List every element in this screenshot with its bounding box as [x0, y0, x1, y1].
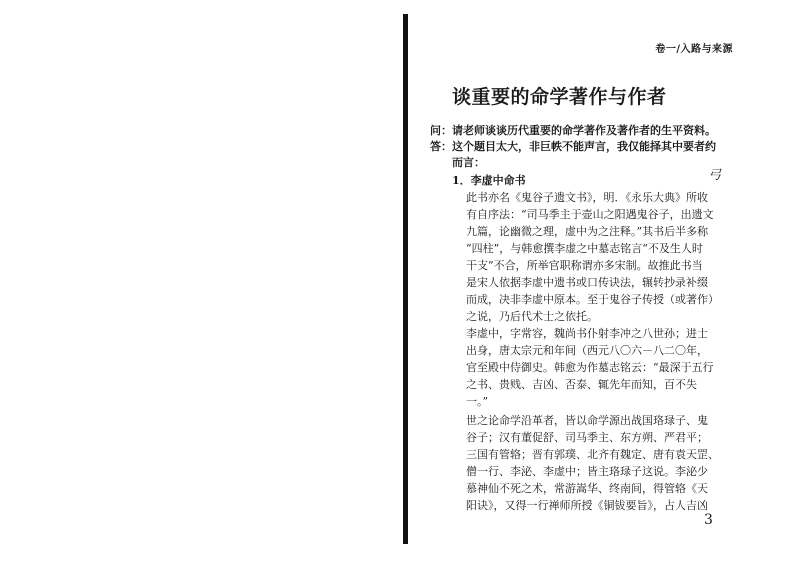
chapter-title: 谈重要的命学著作与作者	[452, 86, 667, 108]
paragraph-2-line-1: 李虚中，字常容，魏尚书仆射李冲之八世孙；进士	[466, 327, 708, 340]
paragraph-1-line-4: “四柱”，与韩愈撰李虚之中墓志铭言“不及生人时	[466, 242, 703, 255]
paragraph-1-line-6: 是宋人依据李虚中遗书或口传诀法，辗转抄录补缀	[466, 276, 708, 289]
paragraph-2-line-3: 官至殿中侍御史。韩愈为作墓志铭云：“最深于五行	[466, 361, 714, 374]
paragraph-2-line-2: 出身，唐太宗元和年间（西元八〇六－八二〇年，	[466, 344, 708, 357]
paragraph-1-line-3: 九篇，论幽微之理，虚中为之注释。”其书后半多称	[466, 225, 709, 238]
page-number: 3	[704, 512, 713, 528]
paragraph-3-line-3: 三国有管辂；晋有郭璞、北齐有魏定、唐有袁天罡、	[466, 448, 719, 461]
paragraph-3-line-6: 阳诀》，又得一行禅师所授《铜钹要旨》，占人吉凶	[466, 499, 708, 512]
section-heading: 1．李虚中命书	[452, 174, 526, 187]
answer-line-1: 答：这个题目太大，非巨帙不能声言，我仅能择其中要者约	[430, 140, 716, 153]
paragraph-1-line-8: 之说，乃后代术士之依托。	[466, 310, 598, 323]
paragraph-1-line-7: 而成，决非李虚中原本。至于鬼谷子传授（或著作）	[466, 293, 719, 306]
handwritten-mark: 弓	[708, 168, 722, 183]
paragraph-3-line-2: 谷子；汉有董促舒、司马季主、东方朔、严君平；	[466, 431, 708, 444]
paragraph-2-line-4: 之书、贵贱、吉凶、否泰、辄先年而知，百不失	[466, 378, 697, 391]
paragraph-1-line-2: 有自序法：“司马季主于壶山之阳遇鬼谷子，出遗文	[466, 208, 714, 221]
book-spine	[403, 14, 408, 544]
paragraph-3-line-4: 僧一行、李泌、李虚中；皆主珞琭子这说。李泌少	[466, 465, 708, 478]
paragraph-2-line-5: 一。”	[466, 395, 489, 408]
paragraph-3-line-1: 世之论命学沿革者，皆以命学源出战国珞琭子、鬼	[466, 414, 708, 427]
question-line: 问：请老师谈谈历代重要的命学著作及著作者的生平资料。	[430, 124, 716, 137]
paragraph-1-line-1: 此书亦名《鬼谷子遗文书》，明．《永乐大典》所收	[466, 191, 708, 204]
paragraph-3-line-5: 慕神仙不死之术，常游嵩华、终南间，得管辂《天	[466, 482, 708, 495]
answer-line-2: 而言：	[452, 156, 485, 169]
running-head: 卷一/入路与来源	[655, 44, 733, 55]
paragraph-1-line-5: 干支”不合，所举官职称谓亦多宋制。故推此书当	[466, 259, 703, 272]
book-page	[412, 0, 793, 561]
